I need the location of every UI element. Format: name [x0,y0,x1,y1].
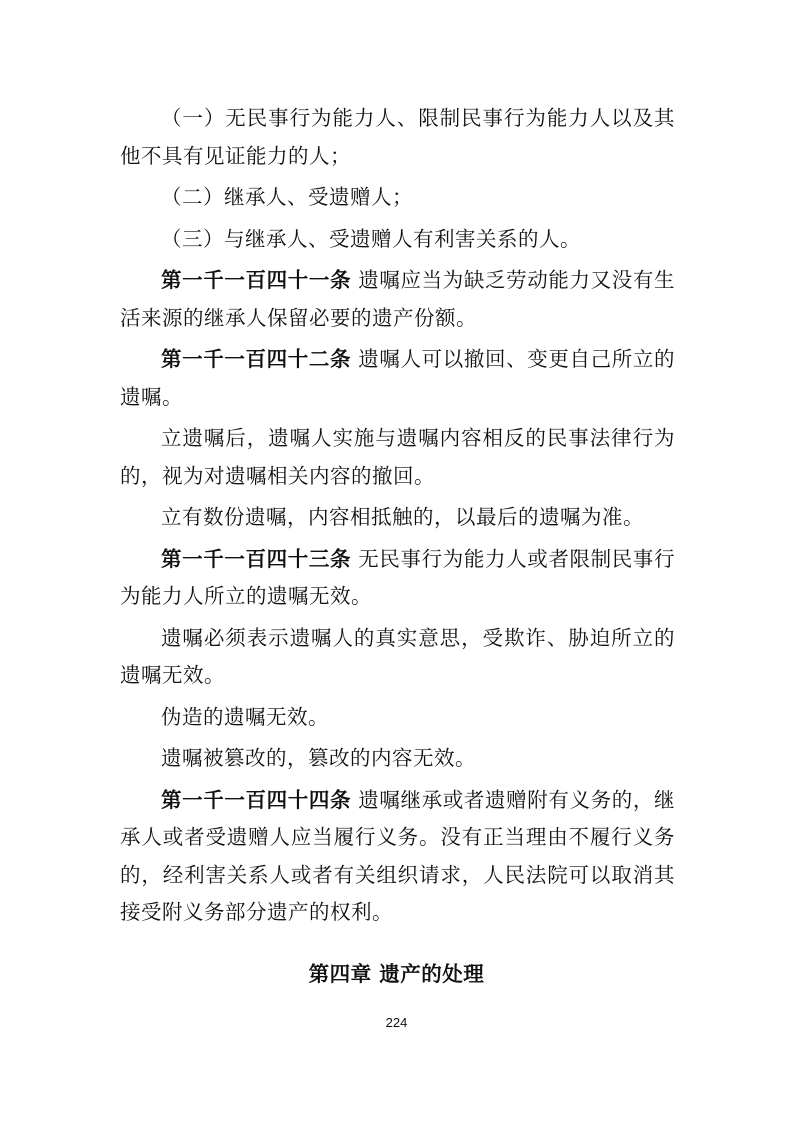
article-text: 遗嘱应当为缺乏劳动能力又没有生活来源的继承人保留必要的遗产份额。 [120,268,675,330]
article-paragraph: 遗嘱必须表示遗嘱人的真实意思，受欺诈、胁迫所立的遗嘱无效。 [120,625,675,687]
page-number: 224 [385,1015,408,1030]
list-item: （一）无民事行为能力人、限制民事行为能力人以及其他不具有见证能力的人； [120,106,675,168]
article-1141 [120,262,675,337]
list-item: （二）继承人、受遗赠人； [161,185,413,209]
article-text: 遗嘱继承或者遗赠附有义务的，继承人或者受遗赠人应当履行义务。没有正当理由不履行义务的，经利害关系人或者有关组织请求，人民法院可以取消其接受附义务部分遗产的权利。 [120,787,675,924]
article-number: 第一千一百四十二条 [161,347,352,371]
article-1143 [120,541,675,616]
chapter-heading: 第四章 遗产的处理 [308,962,485,986]
article-1144 [120,782,675,932]
article-paragraph: 立有数份遗嘱，内容相抵触的，以最后的遗嘱为准。 [161,505,644,529]
article-number: 第一千一百四十三条 [161,546,352,571]
article-number: 第一千一百四十四条 [161,787,352,812]
article-paragraph: 伪造的遗嘱无效。 [161,704,329,729]
article-text: 无民事行为能力人或者限制民事行为能力人所立的遗嘱无效。 [120,546,675,608]
article-1142 [120,341,675,416]
document-body [120,100,675,932]
article-paragraph: 遗嘱被篡改的，篡改的内容无效。 [161,746,476,770]
article-number: 第一千一百四十一条 [161,268,352,292]
article-text: 遗嘱人可以撤回、变更自己所立的遗嘱。 [120,347,675,409]
article-paragraph: 立遗嘱后，遗嘱人实施与遗嘱内容相反的民事法律行为的，视为对遗嘱相关内容的撤回。 [120,426,675,488]
list-item: （三）与继承人、受遗赠人有利害关系的人。 [161,226,581,251]
